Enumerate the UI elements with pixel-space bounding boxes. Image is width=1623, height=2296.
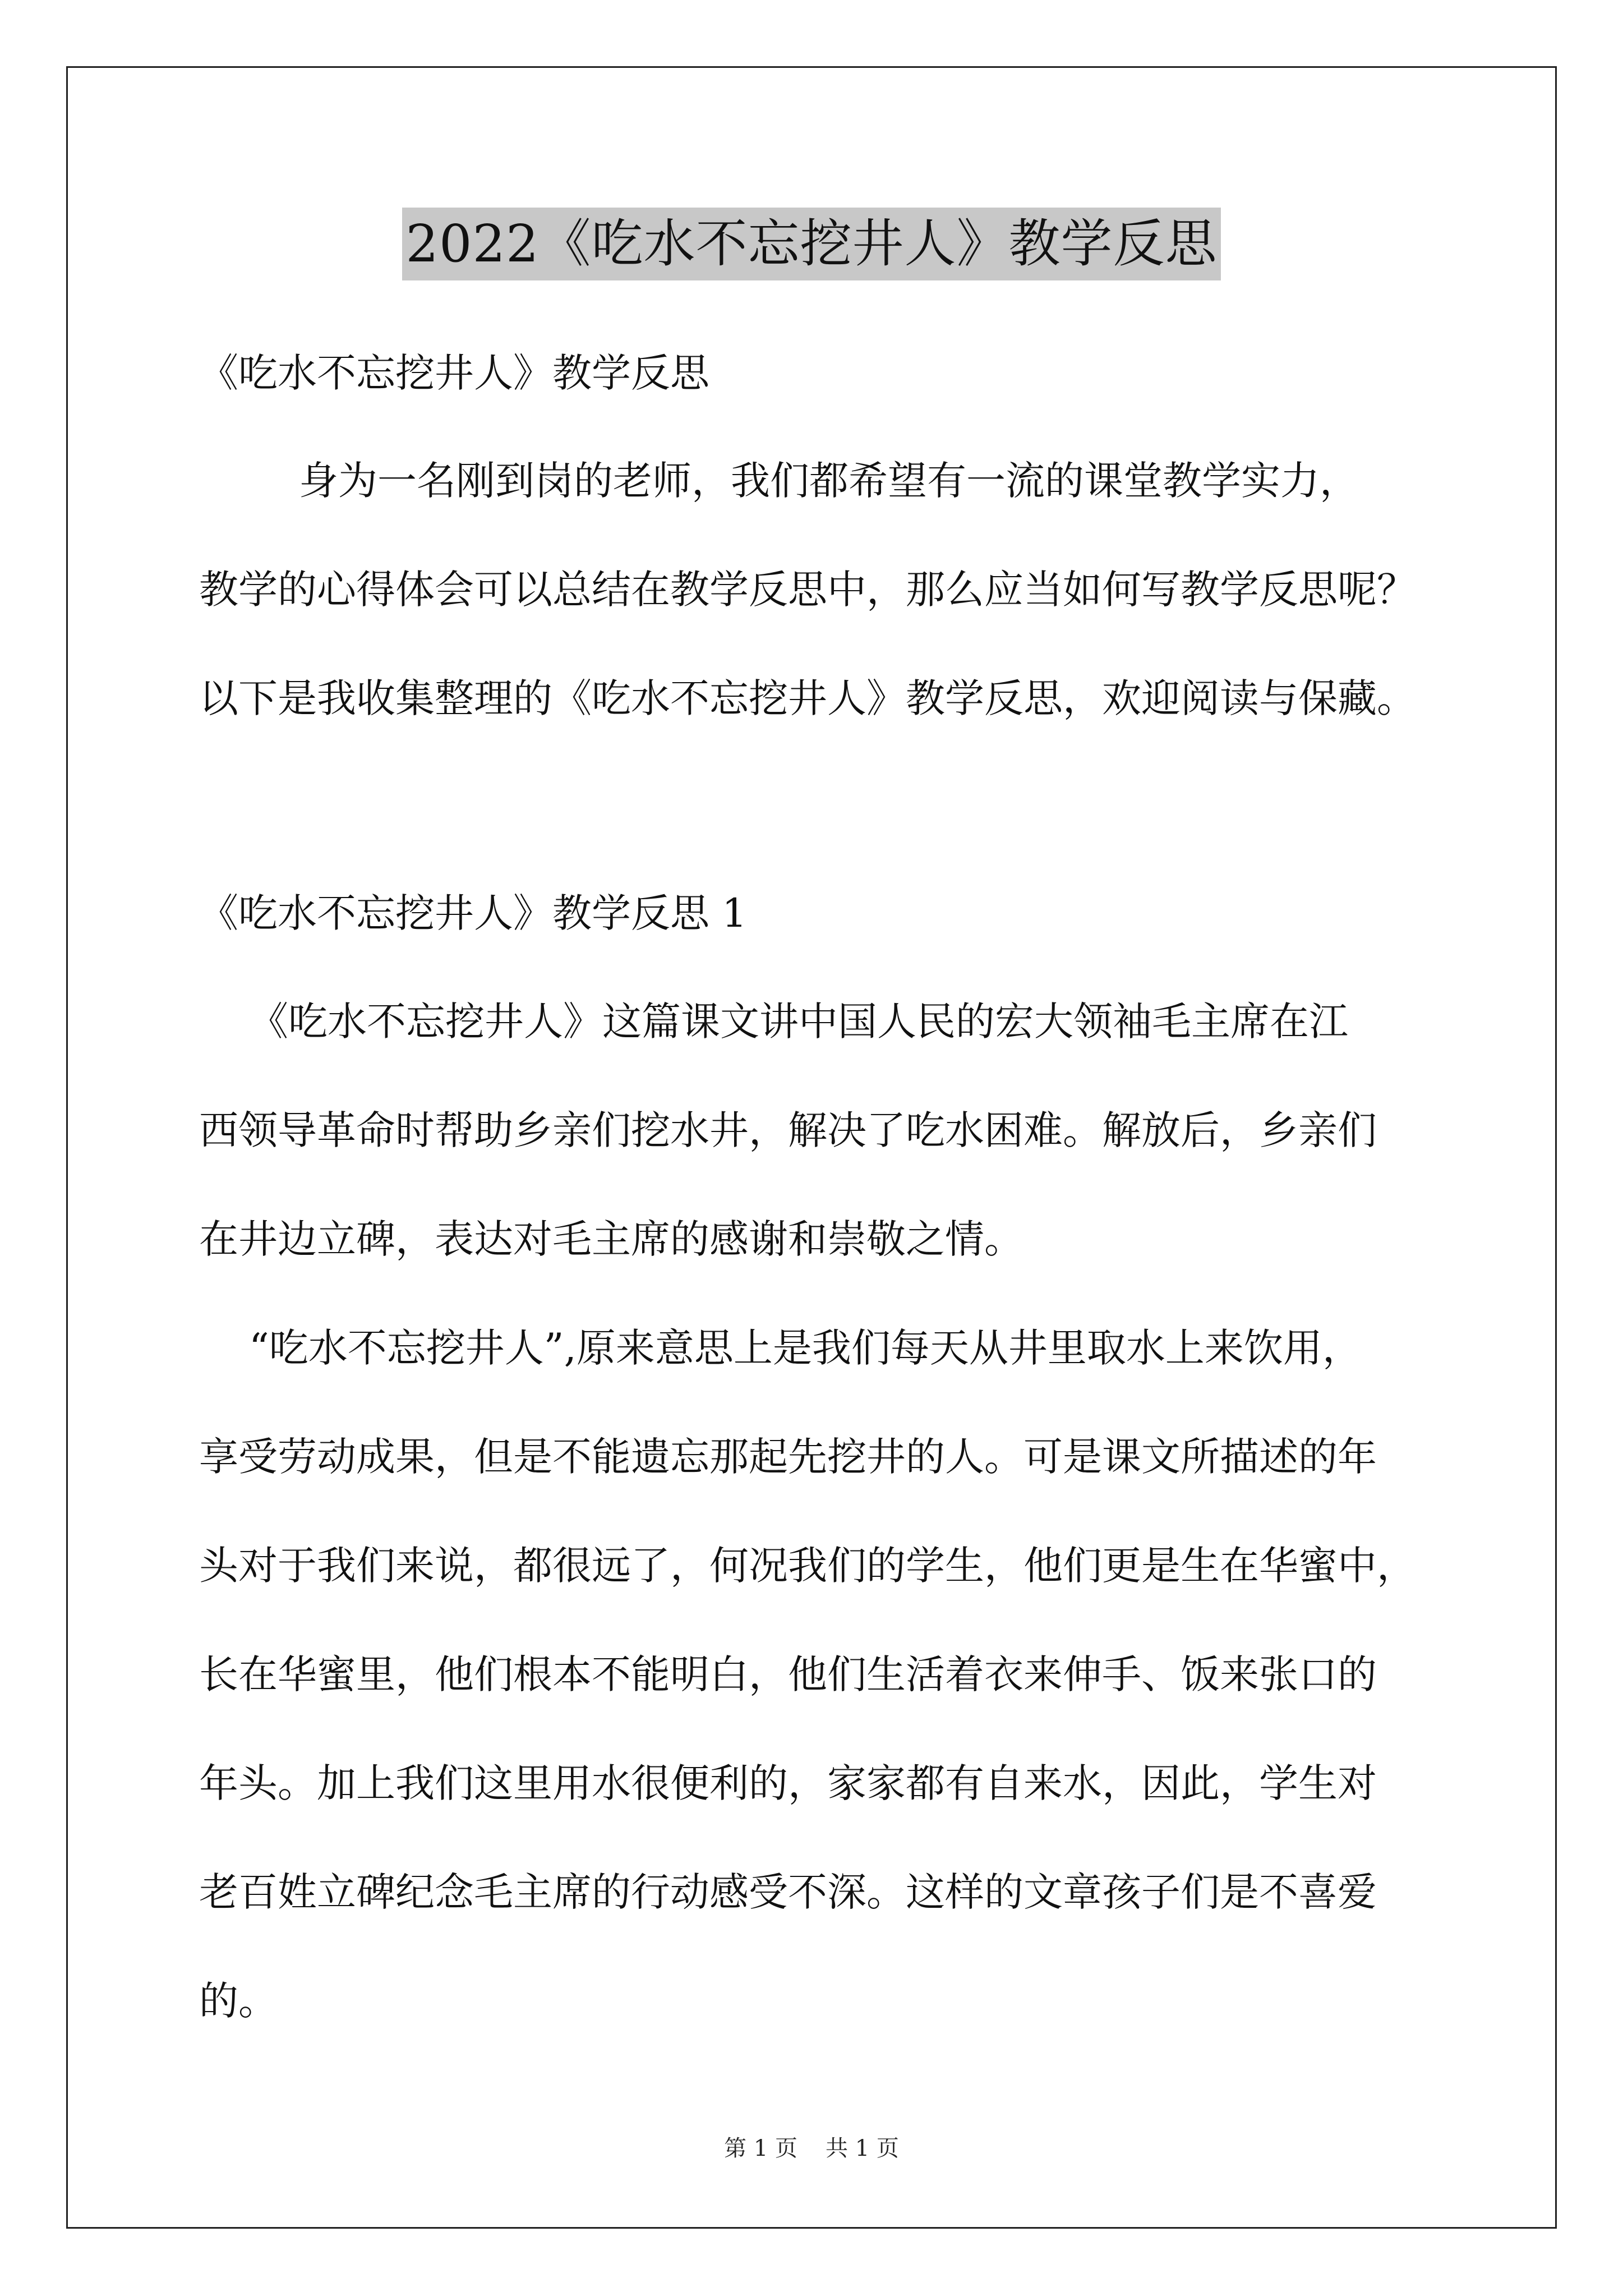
document-title: 2022《吃水不忘挖井人》教学反思	[402, 208, 1220, 280]
paragraph-2-line-2: 享受劳动成果，但是不能遗忘那起先挖井的人。可是课文所描述的年	[199, 1434, 1377, 1480]
paragraph-1-line-3: 在井边立碑，表达对毛主席的感谢和崇敬之情。	[199, 1216, 1023, 1262]
paragraph-2-line-6: 老百姓立碑纪念毛主席的行动感受不深。这样的文章孩子们是不喜爱	[199, 1869, 1377, 1915]
intro-line-3: 以下是我收集整理的《吃水不忘挖井人》教学反思，欢迎阅读与保藏。	[199, 675, 1416, 721]
page-total: 共 1 页	[826, 2136, 899, 2161]
section-heading: 《吃水不忘挖井人》教学反思 1	[199, 890, 747, 936]
paragraph-2-line-4: 长在华蜜里，他们根本不能明白，他们生活着衣来伸手、饭来张口的	[199, 1651, 1377, 1697]
paragraph-2-line-5: 年头。加上我们这里用水很便利的，家家都有自来水，因此，学生对	[199, 1760, 1377, 1806]
intro-line-2: 教学的心得体会可以总结在教学反思中，那么应当如何写教学反思呢？	[199, 567, 1416, 613]
document-body	[199, 345, 1441, 2029]
page-number: 第 1 页	[724, 2136, 797, 2161]
subtitle: 《吃水不忘挖井人》教学反思	[199, 350, 709, 396]
page-footer	[0, 2134, 1623, 2162]
title-container	[0, 208, 1623, 280]
paragraph-1-line-2: 西领导革命时帮助乡亲们挖水井，解决了吃水困难。解放后，乡亲们	[199, 1107, 1377, 1153]
intro-line-1: 身为一名刚到岗的老师，我们都希望有一流的课堂教学实力，	[199, 458, 1359, 504]
paragraph-2-line-7: 的。	[199, 1978, 278, 2024]
paragraph-1-line-1: 《吃水不忘挖井人》这篇课文讲中国人民的宏大领袖毛主席在江	[199, 999, 1349, 1045]
paragraph-2-line-1: “吃水不忘挖井人”,原来意思上是我们每天从井里取水上来饮用，	[199, 1325, 1362, 1371]
paragraph-2-line-3: 头对于我们来说，都很远了，何况我们的学生，他们更是生在华蜜中，	[199, 1543, 1416, 1589]
